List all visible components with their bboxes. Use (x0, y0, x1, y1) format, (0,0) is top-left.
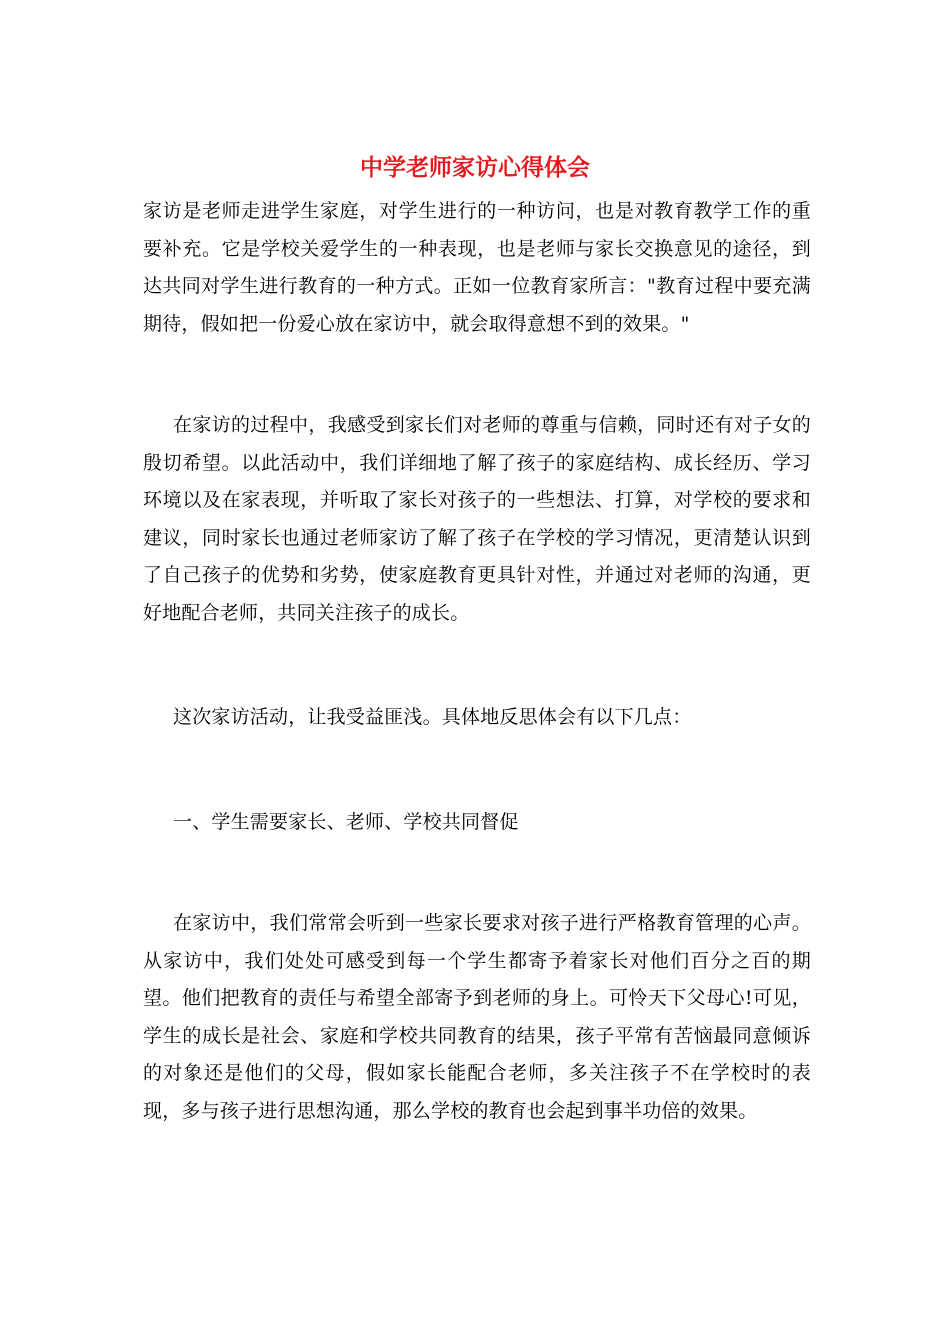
paragraph-section-one-body: 在家访中，我们常常会听到一些家长要求对孩子进行严格教育管理的心声。从家访中，我们处处可感受到每一个学生都寄予着家长对他们百分之百的期望。他们把教育的责任与希望全部寄予到老师的身上。可怜天下父母心!可见，学生的成长是社会、家庭和学校共同教育的结果，孩子平常有苦恼最同意倾诉的对象还是他们的父母，假如家长能配合老师，多关注孩子不在学校时的表现，多与孩子进行思想沟通，那么学校的教育也会起到事半功倍的效果。 (143, 912, 811, 1122)
paragraph-home-visit-process: 在家访的过程中，我感受到家长们对老师的尊重与信赖，同时还有对子女的殷切希望。以此活动中，我们详细地了解了孩子的家庭结构、成长经历、学习环境以及在家表现，并听取了家长对孩子的一些想法、打算，对学校的要求和建议，同时家长也通过老师家访了解了孩子在学校的学习情况，更清楚认识到了自己孩子的优势和劣势，使家庭教育更具针对性，并通过对老师的沟通，更好地配合老师，共同关注孩子的成长。 (143, 414, 811, 624)
document-title: 中学老师家访心得体会 (360, 154, 590, 181)
paragraph-intro: 家访是老师走进学生家庭，对学生进行的一种访问，也是对教育教学工作的重要补充。它是学校关爱学生的一种表现，也是老师与家长交换意见的途径，到达共同对学生进行教育的一种方式。正如一位教育家所言："教育过程中要充满期待，假如把一份爱心放在家访中，就会取得意想不到的效果。" (143, 200, 811, 335)
paragraph-reflection-lead: 这次家访活动，让我受益匪浅。具体地反思体会有以下几点： (173, 706, 692, 728)
section-heading-one: 一、学生需要家长、老师、学校共同督促 (173, 811, 519, 833)
